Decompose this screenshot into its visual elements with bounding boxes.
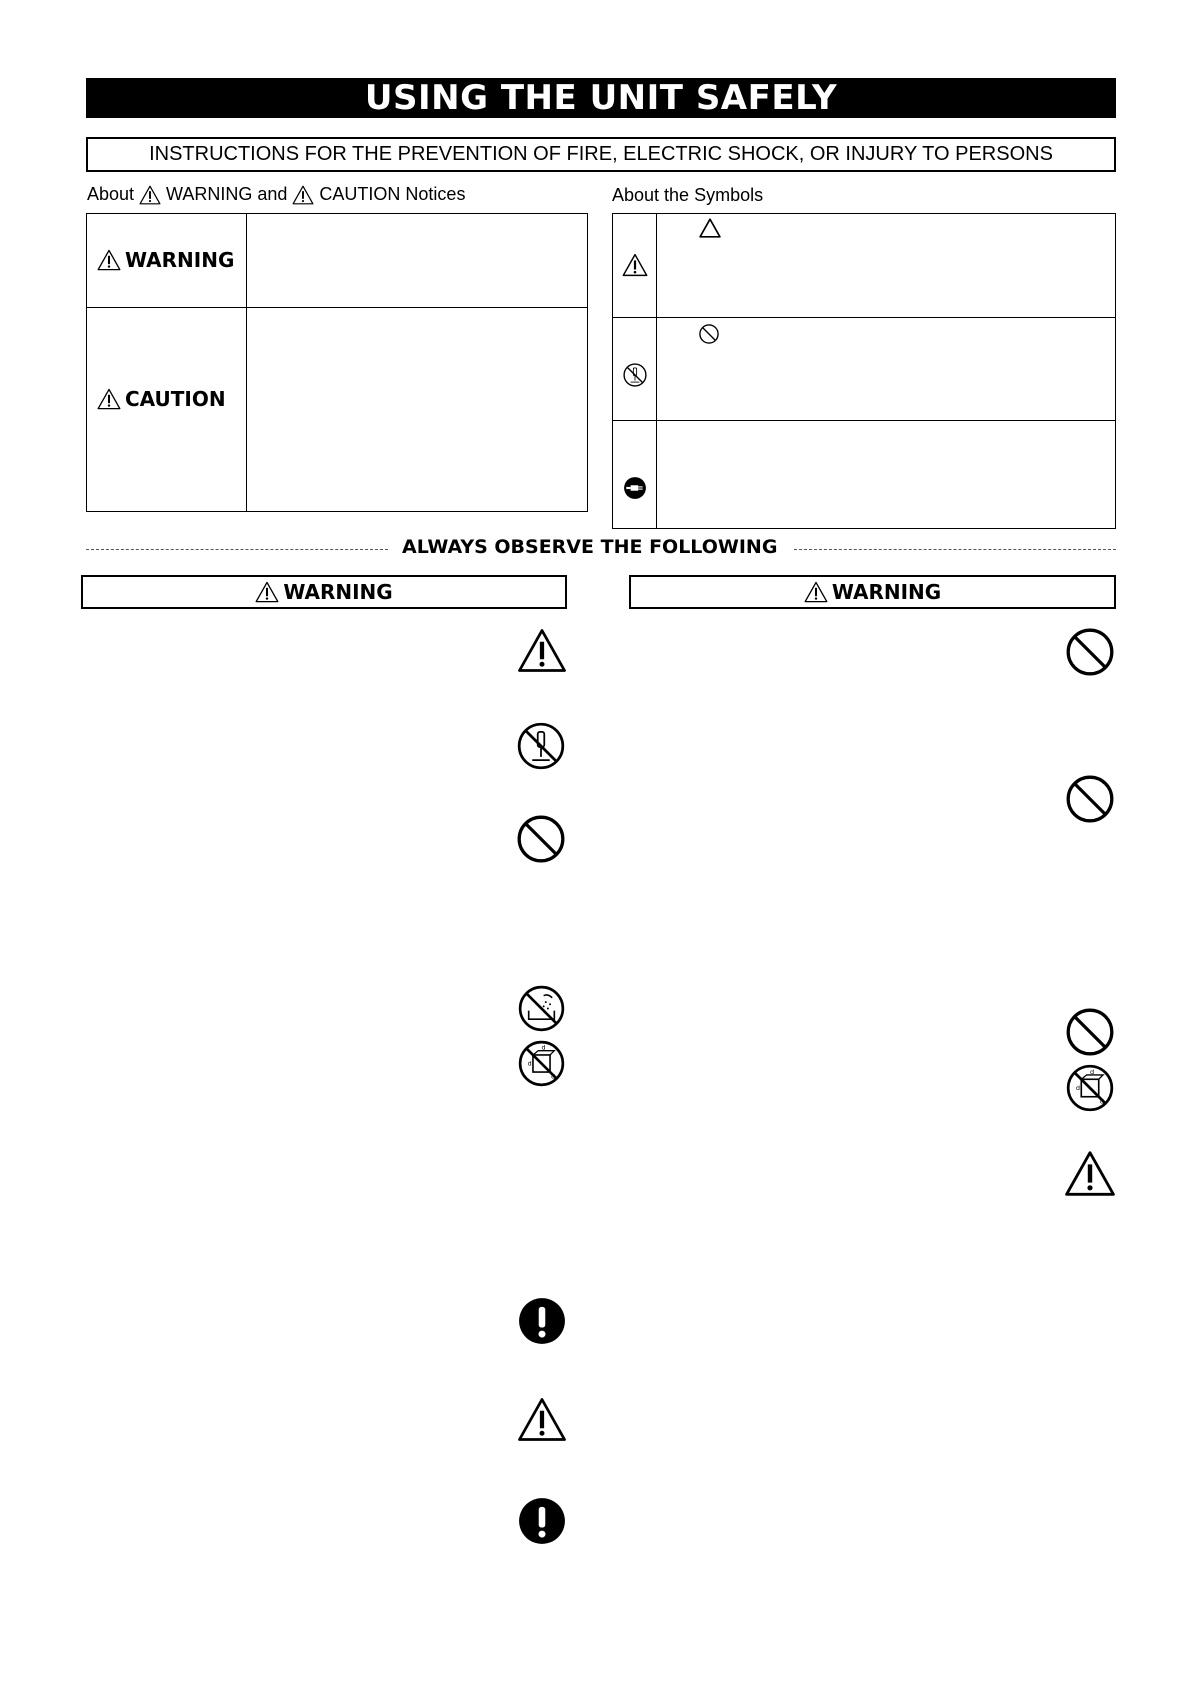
no-drop-icon (518, 1040, 565, 1087)
triangle-symbol-icon (699, 218, 721, 238)
no-drop-icon (1066, 1064, 1114, 1112)
caution-icon (1064, 1150, 1116, 1197)
symbols-table-divider (656, 214, 657, 528)
notices-table (86, 213, 588, 512)
symbols-table-row-divider (613, 420, 1115, 421)
mandatory-action-icon (518, 1497, 566, 1545)
notices-heading-warning: WARNING (166, 184, 253, 204)
right-column-header-content (804, 580, 941, 604)
page-title: USING THE UNIT SAFELY (86, 78, 1116, 118)
warning-triangle-icon (255, 581, 279, 603)
observe-rule-left (86, 549, 388, 550)
prohibited-symbol-icon (699, 324, 719, 344)
observe-label: ALWAYS OBSERVE THE FOLLOWING (402, 536, 778, 558)
symbols-heading: About the Symbols (612, 185, 764, 205)
notices-table-row-divider (87, 307, 587, 308)
page-subtitle: INSTRUCTIONS FOR THE PREVENTION OF FIRE, ELECTRIC SHOCK, OR INJURY TO PERSONS (86, 137, 1116, 172)
unplug-icon (623, 476, 647, 500)
prohibited-icon (1066, 775, 1114, 823)
caution-triangle-icon (292, 185, 314, 205)
column-header-label: WARNING (831, 580, 942, 604)
caution-icon (517, 1397, 567, 1442)
symbols-table-row-divider (613, 317, 1115, 318)
notices-heading-caution: CAUTION Notices (319, 184, 466, 204)
notices-row-label: CAUTION (125, 387, 226, 411)
notices-row-warning (97, 248, 234, 272)
notices-row-caution (97, 387, 226, 411)
right-column-header (629, 575, 1116, 609)
warning-triangle-icon (622, 253, 648, 277)
no-disassemble-icon (517, 722, 565, 770)
notices-row-label: WARNING (125, 248, 235, 272)
prohibited-icon (1066, 628, 1114, 676)
notices-heading-prefix: About (87, 184, 135, 204)
warning-triangle-icon (804, 581, 828, 603)
warning-triangle-icon (97, 249, 121, 271)
mandatory-action-icon (518, 1297, 566, 1345)
prohibited-icon (517, 815, 565, 863)
observe-rule-right (794, 549, 1116, 550)
symbols-table (612, 213, 1116, 529)
caution-triangle-icon (97, 388, 121, 410)
notices-heading-and: and (257, 184, 288, 204)
notices-table-divider (246, 214, 247, 511)
prohibited-icon (1066, 1008, 1114, 1056)
left-column-header-content (255, 580, 392, 604)
left-column-header (81, 575, 567, 609)
warning-triangle-icon (139, 185, 161, 205)
no-disassemble-icon (623, 363, 647, 387)
notices-heading (87, 184, 465, 205)
column-header-label: WARNING (283, 580, 393, 604)
caution-icon (517, 628, 567, 673)
no-wet-icon (518, 985, 565, 1032)
